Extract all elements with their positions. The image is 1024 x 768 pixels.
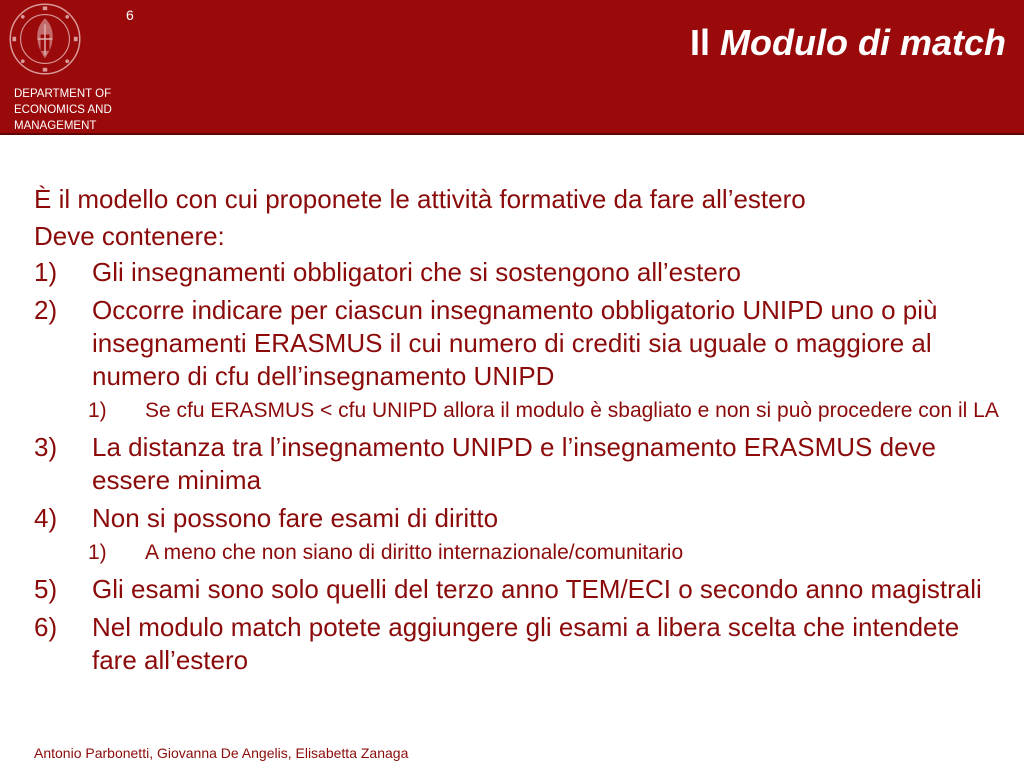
university-seal-icon — [8, 2, 82, 76]
department-name — [14, 86, 112, 134]
list-number: 1) — [88, 399, 107, 422]
list-item — [34, 573, 1009, 606]
list-text: La distanza tra l’insegnamento UNIPD e l’insegnamento ERASMUS deve essere minima — [92, 432, 936, 495]
sub-list-item — [34, 540, 1009, 566]
header-bar — [0, 0, 1024, 135]
header-divider — [0, 133, 1024, 135]
list-number: 1) — [34, 257, 58, 287]
footer-authors: Antonio Parbonetti, Giovanna De Angelis, Elisabetta Zanaga — [34, 745, 409, 761]
list-number: 2) — [34, 295, 58, 325]
list-text: Gli esami sono solo quelli del terzo anno TEM/ECI o secondo anno magistrali — [92, 574, 982, 604]
list-item — [34, 502, 1009, 535]
title-italic: Modulo di match — [720, 22, 1006, 63]
list-text: Gli insegnamenti obbligatori che si sostengono all’estero — [92, 257, 741, 287]
sub-list-item — [34, 398, 1009, 424]
list-item — [34, 256, 1009, 289]
list-number: 6) — [34, 612, 58, 642]
list-text: Nel modulo match potete aggiungere gli esami a libera scelta che intendete fare all’estero — [92, 612, 960, 675]
list-text: Se cfu ERASMUS < cfu UNIPD allora il modulo è sbagliato e non si può procedere con il LA — [145, 399, 999, 422]
list-number: 3) — [34, 432, 58, 462]
title-prefix: Il — [689, 22, 710, 63]
department-line: DEPARTMENT OF — [14, 88, 112, 100]
department-line: MANAGEMENT — [14, 120, 97, 132]
list-number: 5) — [34, 574, 58, 604]
list-number: 4) — [34, 503, 58, 533]
department-line: ECONOMICS AND — [14, 104, 112, 116]
list-number: 1) — [88, 541, 107, 564]
list-text: Occorre indicare per ciascun insegnamento obbligatorio UNIPD uno o più insegnamenti ERASMUS il cui numero di crediti sia uguale o maggiore al numero di cfu dell’insegnamento UNIPD — [92, 295, 938, 391]
list-item — [34, 431, 1009, 497]
intro-text: Deve contenere: — [34, 221, 225, 251]
list-text: Non si possono fare esami di diritto — [92, 503, 499, 533]
list-item — [34, 294, 1009, 393]
slide-title — [690, 22, 1006, 64]
page-number: 6 — [126, 7, 134, 23]
list-text: A meno che non siano di diritto internazionale/comunitario — [145, 541, 684, 564]
list-item — [34, 611, 1009, 677]
intro-text: È il modello con cui proponete le attività formative da fare all’estero — [34, 184, 806, 214]
slide-body — [34, 182, 1009, 682]
